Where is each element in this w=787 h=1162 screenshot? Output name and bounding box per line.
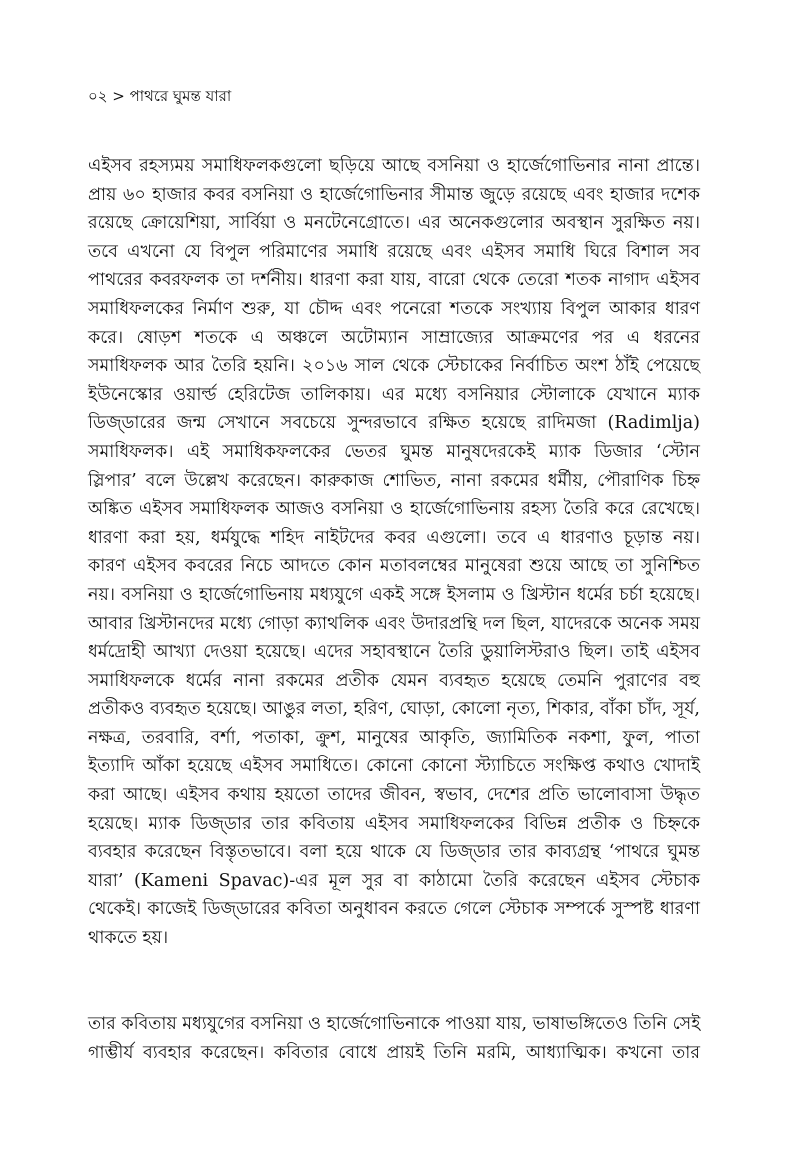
text-line: ডিজ্ডারের জন্ম সেখানে সবচেয়ে সুন্দরভাবে রক্ষিত হয়েছে রাদিমজা (Radimlja): [88, 413, 700, 434]
text-line: ইউনেস্কোর ওয়ার্ল্ড হেরিটেজ তালিকায়। এর মধ্যে বসনিয়ার স্টোলাকে যেখানে ম্যাক: [88, 384, 700, 405]
text-line: ধারণা করা হয়, ধর্মযুদ্ধে শহিদ নাইটদের কবর এগুলো। তবে এ ধারণাও চূড়ান্ত নয়।: [88, 527, 700, 548]
text-line: নয়। বসনিয়া ও হার্জেগোভিনায় মধ্যযুগে একই সঙ্গে ইসলাম ও খ্রিস্টান ধর্মের চর্চা হয়েছে।: [88, 584, 700, 605]
text-line: করা আছে। এইসব কথায় হয়তো তাদের জীবন, স্বভাব, দেশের প্রতি ভালোবাসা উদ্ধৃত: [88, 785, 700, 806]
text-line: করে। ষোড়শ শতকে এ অঞ্চলে অটোম্যান সাম্রাজ্যের আক্রমণের পর এ ধরনের: [88, 327, 700, 348]
text-line: পাথরের কবরফলক তা দর্শনীয়। ধারণা করা যায়, বারো থেকে তেরো শতক নাগাদ এইসব: [88, 270, 700, 291]
running-header: ০২ > পাথরে ঘুমন্ত যারা: [88, 87, 232, 105]
text-line: সমাধিফলক আর তৈরি হয়নি। ২০১৬ সাল থেকে স্টেচাকের নির্বাচিত অংশ ঠাঁই পেয়েছে: [88, 356, 700, 377]
text-line: তার কবিতায় মধ্যযুগের বসনিয়া ও হার্জেগোভিনাকে পাওয়া যায়, ভাষাভঙ্গিতেও তিনি সেই: [88, 1014, 701, 1034]
text-line: প্রতীকও ব্যবহৃত হয়েছে। আঙুর লতা, হরিণ, ঘোড়া, কোলো নৃত্য, শিকার, বাঁকা চাঁদ, সূর্য,: [88, 699, 700, 720]
text-line: কারণ এইসব কবরের নিচে আদতে কোন মতাবলম্বের মানুষেরা শুয়ে আছে তা সুনিশ্চিত: [88, 556, 700, 577]
text-line: তবে এখনো যে বিপুল পরিমাণের সমাধি রয়েছে এবং এইসব সমাধি ঘিরে বিশাল সব: [88, 241, 700, 262]
text-line: স্লিপার’ বলে উল্লেখ করেছেন। কারুকাজ শোভিত, নানা রকমের ধর্মীয়, পৌরাণিক চিহ্ন: [88, 470, 700, 491]
text-line: নক্ষত্র, তরবারি, বর্শা, পতাকা, ক্রুশ, মানুষের আকৃতি, জ্যামিতিক নকশা, ফুল, পাতা: [88, 727, 700, 748]
paragraph-2: [88, 1010, 700, 1067]
text-line: ব্যবহার করেছেন বিস্তৃতভাবে। বলা হয়ে থাকে যে ডিজ্ডার তার কাব্যগ্রন্থ ‘পাথরে ঘুমন্ত: [88, 842, 700, 863]
text-line: ধর্মদ্রোহী আখ্যা দেওয়া হয়েছে। এদের সহাবস্থানে তৈরি ডুয়ালিস্টরাও ছিল। তাই এইসব: [88, 642, 700, 663]
text-line: যারা’ (Kameni Spavac)-এর মূল সুর বা কাঠামো তৈরি করেছেন এইসব স্টেচাক: [88, 870, 700, 891]
text-line: থেকেই। কাজেই ডিজ্ডারের কবিতা অনুধাবন করতে গেলে স্টেচাক সম্পর্কে সুস্পষ্ট ধারণা: [88, 899, 700, 920]
text-line: হয়েছে। ম্যাক ডিজ্ডার তার কবিতায় এইসব সমাধিফলকের বিভিন্ন প্রতীক ও চিহ্নকে: [88, 813, 700, 834]
text-line: সমাধিফলকের নির্মাণ শুরু, যা চৌদ্দ এবং পনেরো শতকে সংখ্যায় বিপুল আকার ধারণ: [88, 298, 700, 319]
text-line: রয়েছে ক্রোয়েশিয়া, সার্বিয়া ও মনটেনেগ্রোতে। এর অনেকগুলোর অবস্থান সুরক্ষিত নয়।: [88, 213, 700, 234]
text-line: প্রায় ৬০ হাজার কবর বসনিয়া ও হার্জেগোভিনার সীমান্ত জুড়ে রয়েছে এবং হাজার দশেক: [88, 184, 700, 205]
text-line: আবার খ্রিস্টানদের মধ্যে গোড়া ক্যাথলিক এবং উদারপ্রন্থি দল ছিল, যাদেরকে অনেক সময়: [88, 613, 700, 634]
text-line: অঙ্কিত এইসব সমাধিফলক আজও বসনিয়া ও হার্জেগোভিনায় রহস্য তৈরি করে রেখেছে।: [88, 499, 700, 520]
text-line: ইত্যাদি আঁকা হয়েছে এইসব সমাধিতে। কোনো কোনো স্ট্যাচিতে সংক্ষিপ্ত কথাও খোদাই: [88, 756, 700, 777]
text-line: সমাধিফলকে ধর্মের নানা রকমের প্রতীক যেমন ব্যবহৃত হয়েছে তেমনি পুরাণের বহু: [88, 670, 700, 691]
text-line: গাম্ভীর্য ব্যবহার করেছেন। কবিতার বোধে প্রায়ই তিনি মরমি, আধ্যাত্মিক। কখনো তার: [88, 1042, 700, 1063]
paragraph-1: [88, 152, 700, 953]
text-line: থাকতে হয়।: [88, 928, 169, 949]
text-line: সমাধিফলক। এই সমাধিকফলকের ভেতর ঘুমন্ত মানুষদেরকেই ম্যাক ডিজার ‘স্টোন: [88, 441, 700, 462]
text-line: এইসব রহস্যময় সমাধিফলকগুলো ছড়িয়ে আছে বসনিয়া ও হার্জেগোভিনার নানা প্রান্তে।: [88, 156, 700, 176]
